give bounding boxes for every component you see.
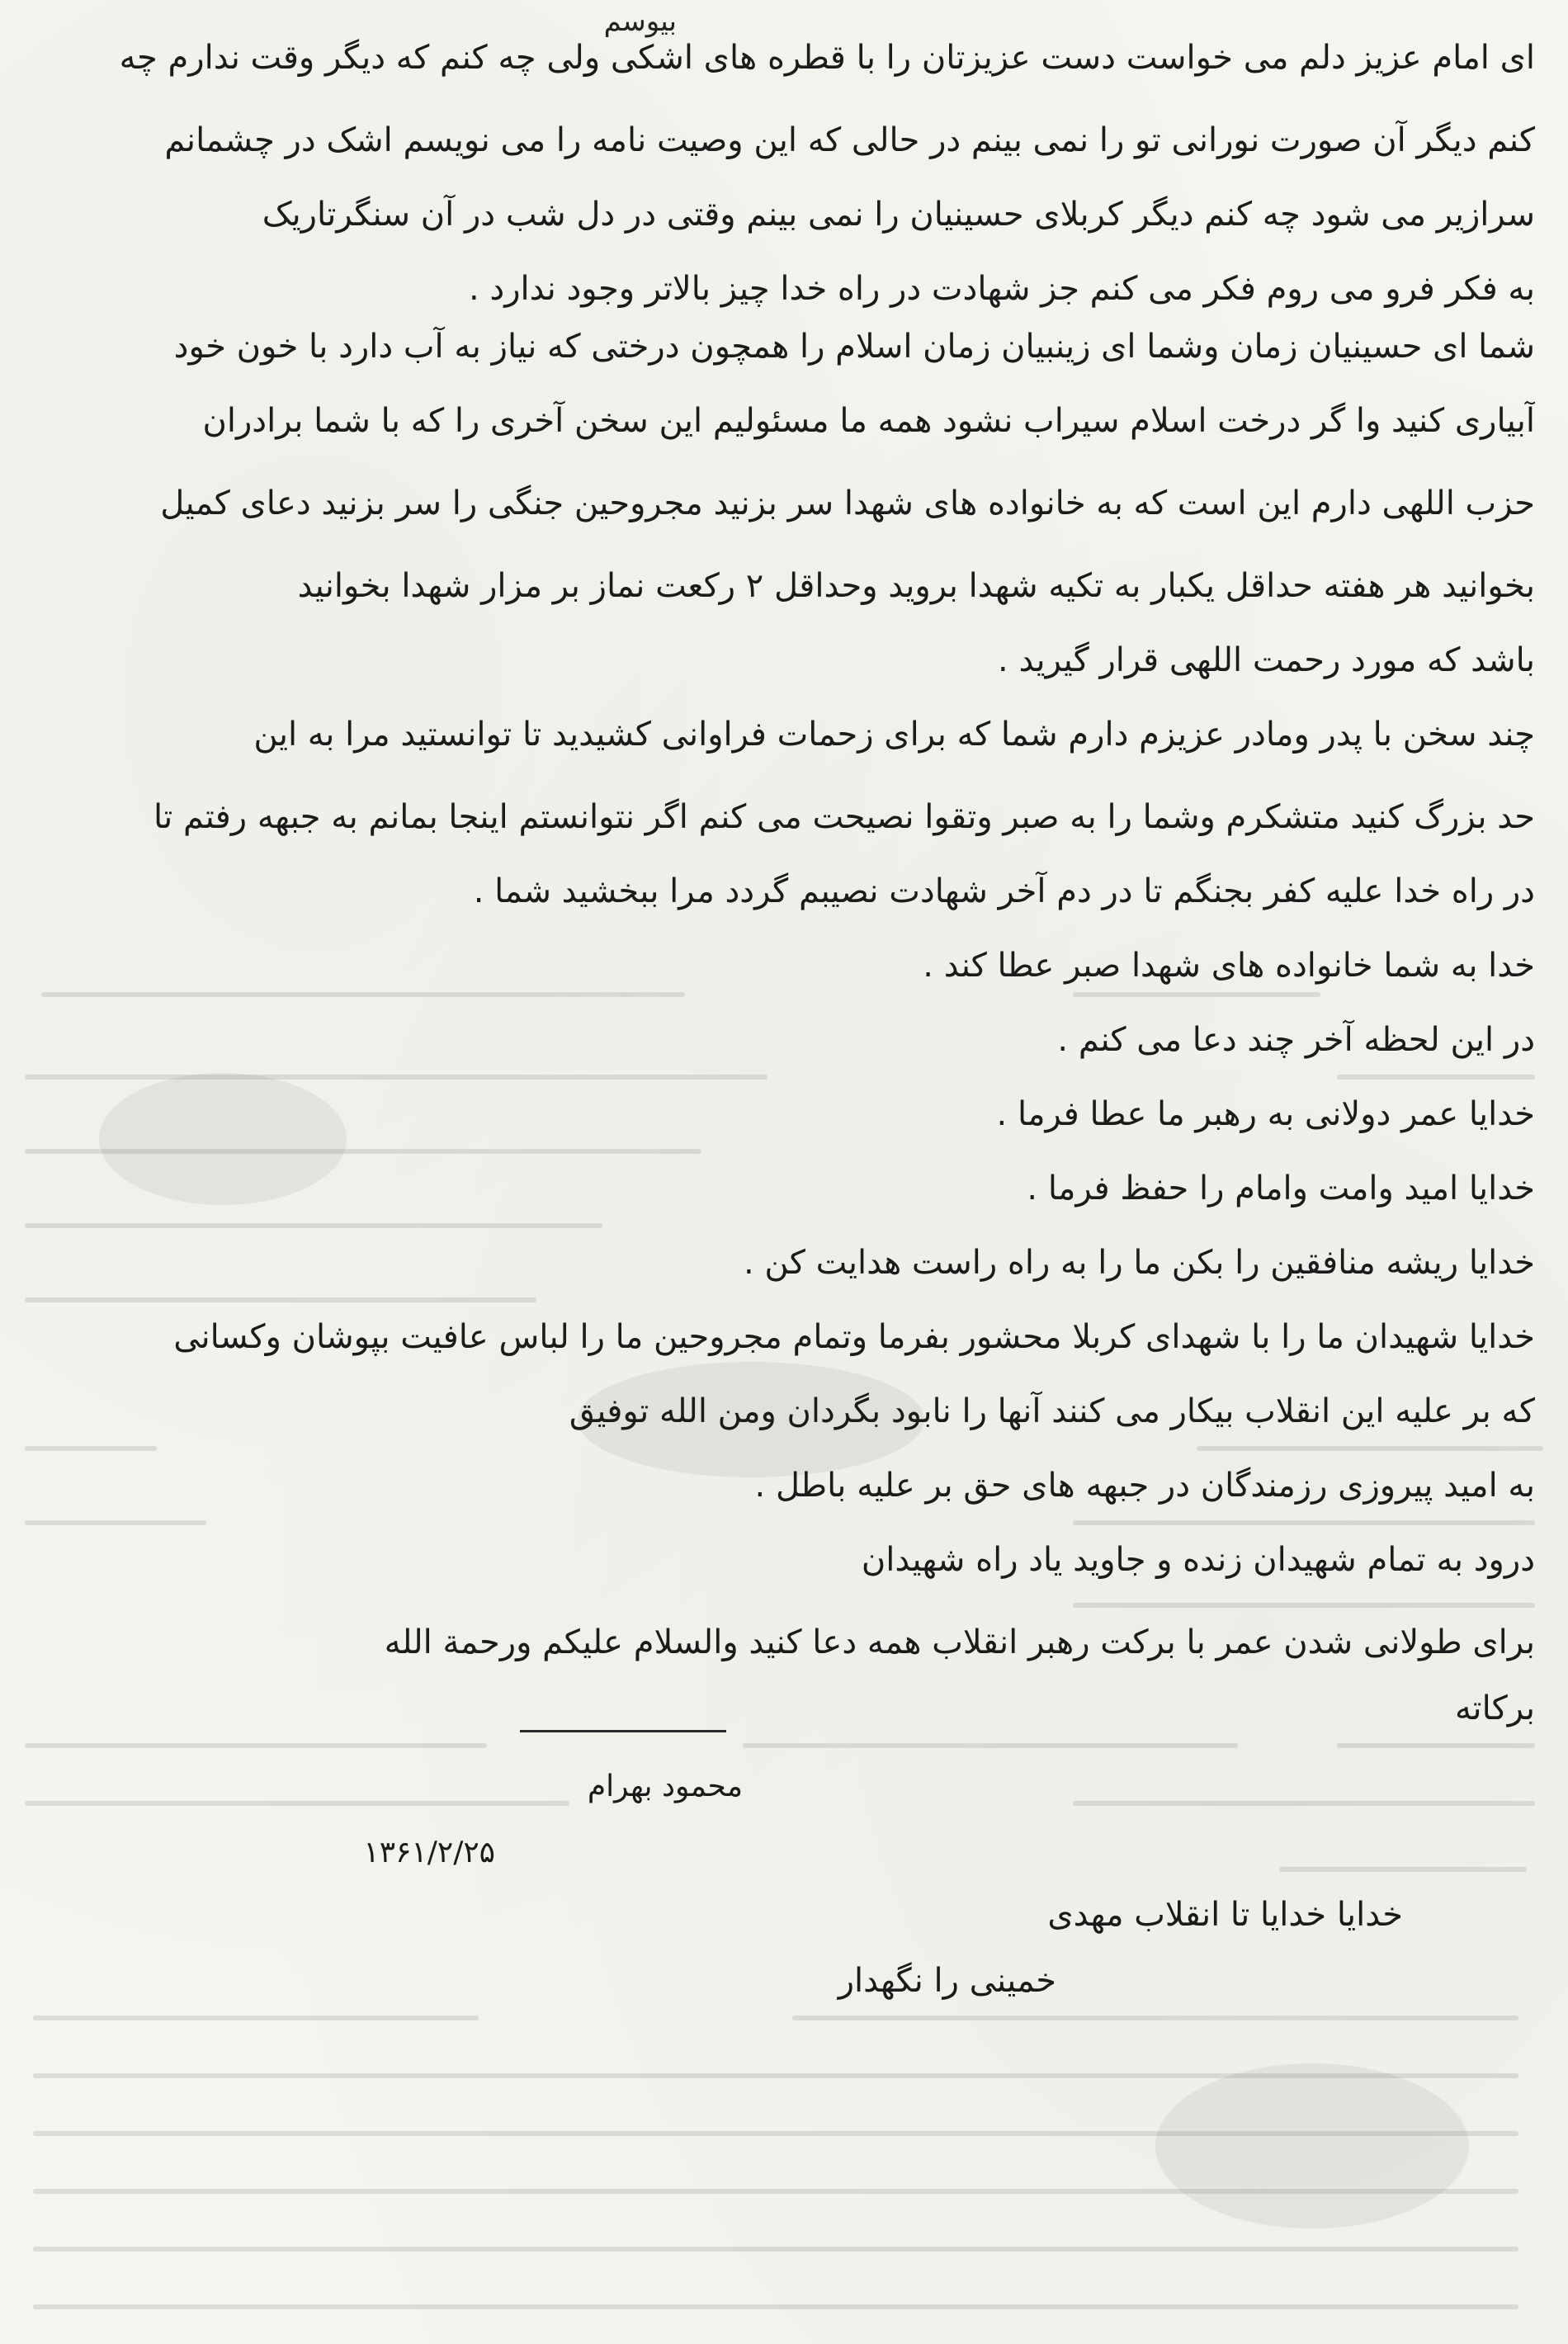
paragraph-2-line: آبیاری کنید وا گر درخت اسلام سیراب نشود همه ما مسئولیم این سخن آخری را که با شما برادران bbox=[202, 402, 1535, 440]
paragraph-2-line: شما ای حسینیان زمان وشما ای زینبیان زمان اسلام را همچون درختی که نیاز به آب دارد با خون خود bbox=[173, 328, 1535, 366]
signature-date: ۱۳۶۱/۲/۲۵ bbox=[363, 1836, 495, 1869]
closing-underline bbox=[520, 1730, 726, 1732]
paper-blot bbox=[1155, 2063, 1469, 2228]
bleed-through-row bbox=[0, 1139, 1568, 1164]
bleed-through-row bbox=[0, 1857, 1568, 1882]
prayer-line: خدایا امید وامت وامام را حفظ فرما . bbox=[1027, 1170, 1535, 1207]
bleed-through-row bbox=[0, 1593, 1568, 1618]
closing-line: که بر علیه این انقلاب بیکار می کنند آنها را نابود بگردان ومن الله توفیق bbox=[569, 1392, 1535, 1430]
bleed-through-row bbox=[0, 982, 1568, 1007]
bleed-through-row bbox=[0, 2063, 1568, 2088]
paragraph-3-line: چند سخن با پدر ومادر عزیزم دارم شما که برای زحمات فراوانی کشیدید تا توانستید مرا به این bbox=[253, 716, 1535, 754]
bleed-through-row bbox=[0, 1288, 1568, 1312]
closing-line: به امید پیروزی رزمندگان در جبهه های حق بر علیه باطل . bbox=[754, 1467, 1535, 1505]
prayer-line: خدایا ریشه منافقین را بکن ما را به راه راست هدایت کن . bbox=[743, 1244, 1535, 1282]
bleed-through-row bbox=[0, 2179, 1568, 2204]
closing-line: برای طولانی شدن عمر با برکت رهبر انقلاب همه دعا کنید والسلام علیکم ورحمة الله bbox=[384, 1623, 1535, 1661]
paragraph-3-line: حد بزرگ کنید متشکرم وشما را به صبر وتقوا نصیحت می کنم اگر نتوانستم اینجا بمانم به جبهه رفتم تا bbox=[153, 798, 1535, 836]
paragraph-1-line: ای امام عزیز دلم می خواست دست عزیزتان را با قطره های اشکی ولی چه کنم که دیگر وقت ندارم چه bbox=[119, 39, 1535, 77]
slogan-line-1 bbox=[1047, 1890, 1403, 1940]
slogan-text-2: خمینی را نگهدار bbox=[838, 1962, 1056, 2000]
bleed-through-row bbox=[0, 2294, 1568, 2319]
paragraph-1-line: سرازیر می شود چه کنم دیگر کربلای حسینیان را نمی بینم وقتی در دل شب در آن سنگرتاریک bbox=[262, 196, 1535, 234]
bleed-through-row bbox=[0, 1065, 1568, 1089]
paragraph-2-line: بخوانید هر هفته حداقل یکبار به تکیه شهدا بروید وحداقل ۲ رکعت نماز بر مزار شهدا بخوانید bbox=[297, 567, 1535, 605]
prayer-line: در این لحظه آخر چند دعا می کنم . bbox=[1057, 1021, 1535, 1059]
prayer-line: خدایا عمر دولانی به رهبر ما عطا فرما . bbox=[996, 1095, 1535, 1133]
bleed-through-row bbox=[0, 1213, 1568, 1238]
slogan-line-2 bbox=[838, 1956, 1056, 2006]
paragraph-1-line: به فکر فرو می روم فکر می کنم جز شهادت در راه خدا چیز بالاتر وجود ندارد . bbox=[468, 270, 1535, 308]
signature-name: محمود بهرام bbox=[587, 1770, 743, 1803]
slogan-text-1: خدایا خدایا تا انقلاب مهدی bbox=[1047, 1896, 1403, 1934]
top-note: بیوسم bbox=[603, 5, 677, 38]
bleed-through-row bbox=[0, 1510, 1568, 1535]
bleed-through-row bbox=[0, 1791, 1568, 1816]
paragraph-2-line: باشد که مورد رحمت اللهی قرار گیرید . bbox=[998, 641, 1535, 679]
bleed-through-row bbox=[0, 2006, 1568, 2030]
paragraph-3-line: در راه خدا علیه کفر بجنگم تا در دم آخر شهادت نصیبم گردد مرا ببخشید شما . bbox=[473, 872, 1535, 910]
bleed-through-row bbox=[0, 2121, 1568, 2146]
paragraph-2-line: حزب اللهی دارم این است که به خانواده های شهدا سر بزنید مجروحین جنگی را سر بزنید دعای کمیل bbox=[160, 484, 1535, 522]
bleed-through-row bbox=[0, 2237, 1568, 2261]
bleed-through-row bbox=[0, 1733, 1568, 1758]
bleed-through-row bbox=[0, 1436, 1568, 1461]
paragraph-1-line: کنم دیگر آن صورت نورانی تو را نمی بینم در حالی که این وصیت نامه را می نویسم اشک در چشمانم bbox=[164, 121, 1535, 159]
prayer-line: خدا به شما خانواده های شهدا صبر عطا کند . bbox=[923, 947, 1535, 985]
closing-line: درود به تمام شهیدان زنده و جاوید یاد راه شهیدان bbox=[861, 1541, 1535, 1579]
closing-line: برکاته bbox=[1454, 1689, 1535, 1727]
closing-line: خدایا شهیدان ما را با شهدای کربلا محشور بفرما وتمام مجروحین ما را لباس عافیت بپوشان وکسانی bbox=[173, 1318, 1535, 1356]
